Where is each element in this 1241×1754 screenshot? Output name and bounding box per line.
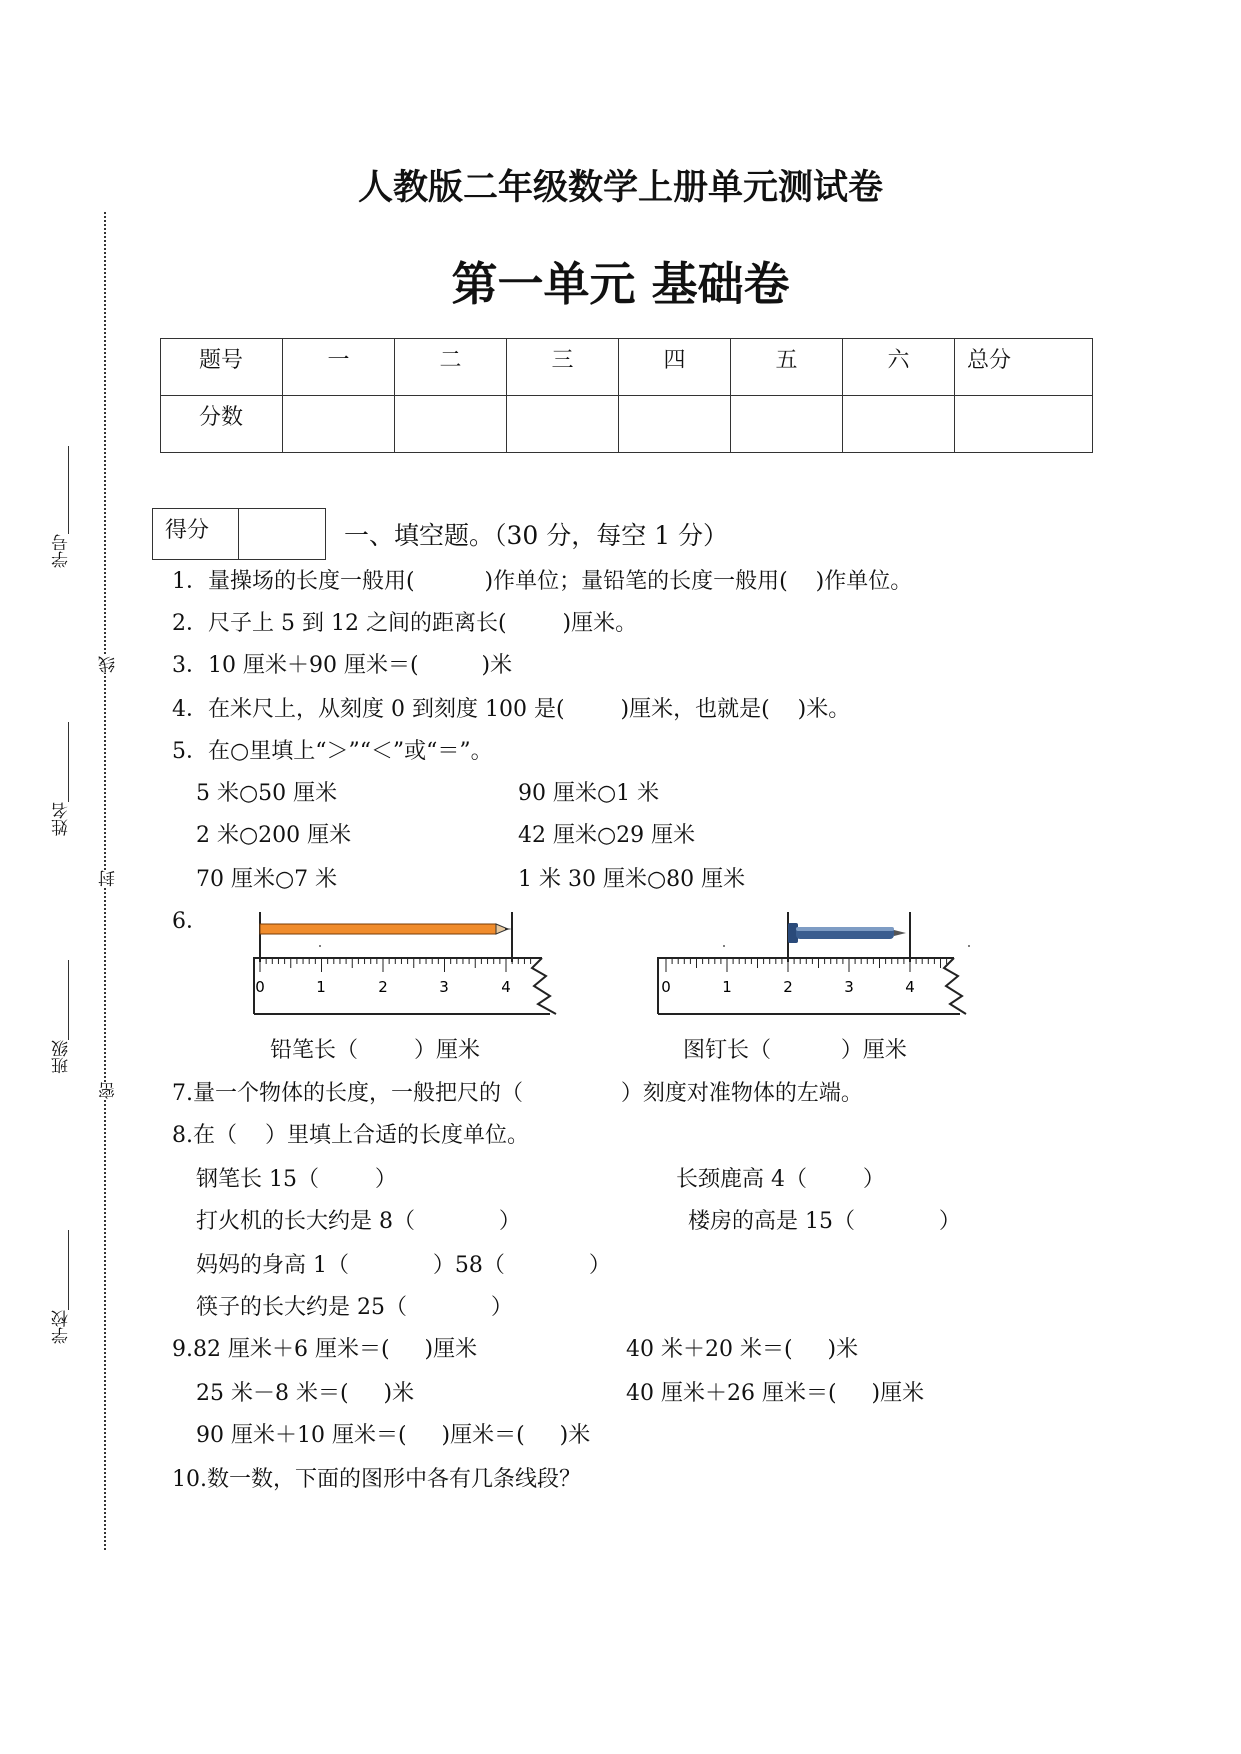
score-header-cell: 五 (731, 339, 843, 396)
class-label: 班级 (52, 1040, 72, 1074)
ruler-tick-label: 0 (661, 978, 671, 996)
calc-item: 40 米＋20 米＝( )米 (626, 1337, 859, 1362)
page-title: 人教版二年级数学上册单元测试卷 (357, 167, 883, 208)
calc-item: 9.82 厘米＋6 厘米＝( )厘米 (172, 1337, 478, 1362)
ruler-tick-label: 4 (905, 978, 915, 996)
ruler-tick-label: 2 (378, 978, 388, 996)
score-header-cell: 四 (619, 339, 731, 396)
ruler-tick-label: 4 (501, 978, 511, 996)
pencil-length-caption: 铅笔长（ ）厘米 (270, 1038, 480, 1063)
score-header-cell: 总分 (955, 339, 1093, 396)
calc-item: 40 厘米＋26 厘米＝( )厘米 (626, 1381, 925, 1406)
score-table (160, 338, 1093, 453)
score-cell[interactable] (619, 396, 731, 453)
school-label: 学校 (52, 1310, 72, 1344)
ruler-tick-label: 1 (722, 978, 732, 996)
compare-item: 5 米○50 厘米 (196, 781, 338, 806)
score-header-cell: 三 (507, 339, 619, 396)
score-cell[interactable] (731, 396, 843, 453)
unit-fill-item: 筷子的长大约是 25（ ） (196, 1295, 513, 1320)
unit-subtitle: 第一单元 基础卷 (451, 257, 790, 311)
question-5: 5．在○里填上“＞”“＜”或“＝”。 (172, 739, 493, 764)
question-2: 2．尺子上 5 到 12 之间的距离长( )厘米。 (172, 611, 638, 636)
question-1: 1．量操场的长度一般用( )作单位；量铅笔的长度一般用( )作单位。 (172, 569, 913, 594)
calc-item: 25 米－8 米＝( )米 (196, 1381, 415, 1406)
score-row-label: 分数 (161, 396, 283, 453)
score-cell[interactable] (395, 396, 507, 453)
score-header-cell: 六 (843, 339, 955, 396)
unit-fill-item: 打火机的长大约是 8（ ） (196, 1209, 521, 1234)
name-label: 姓名 (52, 802, 72, 836)
ruler-tick-label: 3 (439, 978, 449, 996)
ruler-tick-label: 1 (316, 978, 326, 996)
question-7: 7.量一个物体的长度，一般把尺的（ ）刻度对准物体的左端。 (172, 1081, 863, 1106)
score-header-cell: 一 (283, 339, 395, 396)
pushpin-ruler-figure (654, 906, 990, 1020)
class-underline (68, 960, 69, 1040)
score-cell[interactable] (283, 396, 395, 453)
section-score-box (152, 508, 326, 560)
score-table-score-row (161, 396, 1093, 453)
score-cell[interactable] (843, 396, 955, 453)
seal-char-xian: 线 (96, 656, 121, 673)
score-cell[interactable] (507, 396, 619, 453)
name-underline (68, 722, 69, 802)
compare-item: 90 厘米○1 米 (518, 781, 660, 806)
score-header-cell: 题号 (161, 339, 283, 396)
seal-char-feng: 封 (96, 870, 121, 887)
school-underline (68, 1230, 69, 1310)
student-id-underline (68, 446, 69, 534)
ruler-tick-label: 0 (255, 978, 265, 996)
section-score-label: 得分 (153, 509, 239, 559)
student-id-label: 学号 (52, 534, 72, 568)
compare-item: 70 厘米○7 米 (196, 867, 338, 892)
compare-item: 1 米 30 厘米○80 厘米 (518, 867, 746, 892)
question-4: 4．在米尺上，从刻度 0 到刻度 100 是( )厘米，也就是( )米。 (172, 697, 851, 722)
pencil-icon (260, 924, 512, 934)
calc-item: 90 厘米＋10 厘米＝( )厘米＝( )米 (196, 1423, 591, 1448)
question-8: 8.在（ ）里填上合适的长度单位。 (172, 1123, 529, 1148)
pencil-ruler-figure (250, 906, 580, 1020)
unit-fill-item: 钢笔长 15（ ） (196, 1167, 397, 1192)
pushpin-icon (788, 923, 906, 943)
score-cell[interactable] (955, 396, 1093, 453)
seal-char-mi: 密 (96, 1082, 121, 1099)
section-title: 一、填空题。（30 分，每空 1 分） (344, 521, 729, 550)
score-header-cell: 二 (395, 339, 507, 396)
ruler-body (658, 958, 966, 1014)
ruler-tick-label: 3 (844, 978, 854, 996)
score-table-header-row (161, 339, 1093, 396)
pushpin-length-caption: 图钉长（ ）厘米 (683, 1038, 907, 1063)
unit-fill-item: 楼房的高是 15（ ） (688, 1209, 961, 1234)
compare-item: 2 米○200 厘米 (196, 823, 352, 848)
unit-fill-item: 妈妈的身高 1（ ）58（ ） (196, 1253, 611, 1278)
question-3: 3．10 厘米＋90 厘米＝( )米 (172, 653, 513, 678)
question-10: 10.数一数，下面的图形中各有几条线段？ (172, 1467, 581, 1492)
unit-fill-item: 长颈鹿高 4（ ） (676, 1167, 885, 1192)
ruler-tick-label: 2 (783, 978, 793, 996)
question-6: 6． (172, 909, 208, 934)
compare-item: 42 厘米○29 厘米 (518, 823, 696, 848)
